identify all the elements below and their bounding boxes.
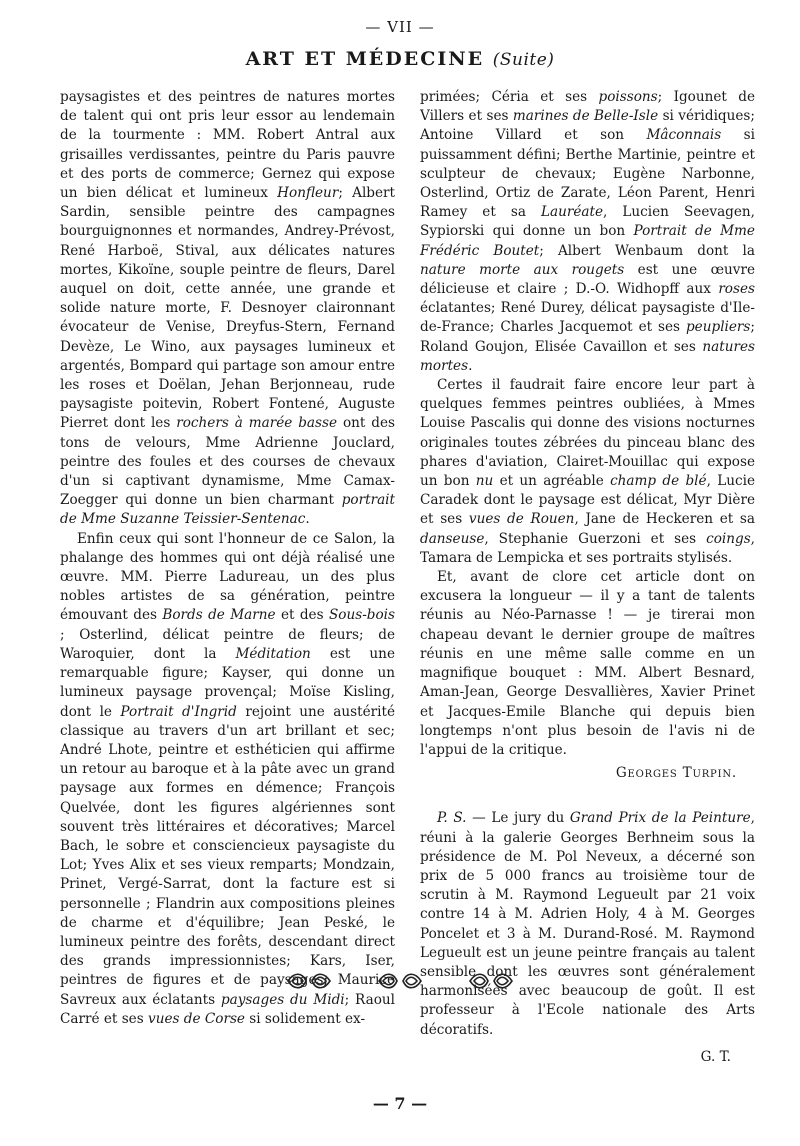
text-run: rejoint une austérité classique au travers d'un art brillant et sec; André Lhote, peintre et esthéticien qui affirme un retour au baroque et à la pâte avec un grand paysage aux formes en démence; François Quelvée, dont les figures algériennes sont souvent très littéraires et décoratives; Marcel Bach, le sobre et consciencieux paysagiste du Lot; Yves Alix et ses vieux remparts; Mondzain, Prinet, Vergé-Sarrat, dont la facture est si personnelle ; Flandrin aux compositions pleines de charme et d'équilibre; Jean Peské, le lumineux peintre des forêts, descendant direct des grands impressionnistes; Kars, Iser, peintres de figures et de paysages; Maurice Savreux aux éclatants <box>60 703 395 1008</box>
italic-text: coings <box>706 530 751 547</box>
roman-page-number: — VII — <box>365 18 435 36</box>
text-run: ; Raoul Carré et ses <box>60 991 395 1027</box>
italic-text: Portrait d'Ingrid <box>120 703 237 720</box>
italic-text: nature morte aux rougets <box>420 261 625 278</box>
italic-text: paysages du Midi <box>220 991 345 1008</box>
text-run: , Lucie Caradek dont le paysage est délicat, Myr Dière et ses <box>420 473 755 528</box>
page-number: — 7 — <box>372 1094 428 1113</box>
author-signature: Georges Turpin. <box>615 765 737 782</box>
double-leaf-ornament-icon <box>375 970 425 992</box>
italic-text: vues de Rouen <box>468 511 575 528</box>
text-run: est une œuvre délicieuse et claire ; D.-O. Widhopff aux <box>420 261 756 298</box>
text-run: , Lucien Seevagen, Sypiorski qui donne un bon <box>420 204 755 240</box>
italic-text: portrait de Mme Suzanne Teissier-Sentenac <box>60 492 395 528</box>
title-text: ART ET MÉDECINE <box>245 48 485 70</box>
italic-text: marines de Belle-Isle <box>512 108 659 125</box>
title-suffix: (Suite) <box>492 50 555 70</box>
text-run: est une remarquable figure; Kayser, qui donne un lumineux paysage provençal; Moïse Kisling, dont le <box>60 645 395 720</box>
italic-text: Grand Prix de la Peinture <box>569 810 751 827</box>
italic-text: peupliers <box>685 319 751 336</box>
paragraph <box>420 88 755 376</box>
text-run: ont des tons de velours, Mme Adrienne Jouclard, peintre des foules et des courses de chevaux d'un si captivant dynamisme, Mme Camax-Zoegger qui donne un bien charmant <box>60 415 395 509</box>
double-leaf-ornament-icon <box>284 970 334 992</box>
text-run: — Le jury du <box>466 810 570 827</box>
text-run: éclatantes; René Durey, délicat paysagiste d'Ile-de-France; Charles Jacquemot et ses <box>420 300 755 336</box>
left-column <box>60 88 395 1029</box>
italic-text: Bords de Marne <box>162 607 276 624</box>
text-run: Certes il faudrait faire encore leur part à quelques femmes peintres oubliées, à Mmes Louise Pascalis qui donne des visions nocturnes originales toutes zébrées du pinceau blanc des phares d'aviation, Clairet-Mouillac qui expose un bon <box>420 377 755 490</box>
italic-text: Lauréate <box>540 204 604 221</box>
text-run: ; Albert Wenbaum dont la <box>539 242 755 259</box>
text-run: Enfin ceux qui sont l'honneur de ce Salon, la phalange des hommes qui ont déjà réalisé une œuvre. MM. Pierre Ladureau, un des plus nobles artistes de sa génération, peintre émouvant des <box>60 530 395 624</box>
text-run: et un agréable <box>493 473 611 490</box>
text-run: , Stephanie Guerzoni et ses <box>484 530 707 547</box>
postscript <box>420 809 755 1039</box>
italic-text: poissons <box>598 89 658 105</box>
text-run: , Tamara de Lempicka et ses portraits stylisés. <box>420 530 755 566</box>
italic-text: roses <box>718 281 755 298</box>
italic-text: Portrait de Mme Frédéric Boutet <box>420 223 755 259</box>
italic-text: nu <box>475 473 494 490</box>
text-run: . <box>468 357 473 374</box>
text-run: si véridiques; Antoine Villard et son <box>420 108 755 144</box>
text-run: , réuni à la galerie Georges Berhneim sous la présidence de M. Pol Neveux, a décerné son prix de 5 000 francs au troisième tour de scrutin à M. Raymond Legueult par 21 voix contre 14 à M. Adrien Holy, 4 à M. Georges Poncelet et 3 à M. Durand-Rosé. M. Raymond Legueult est un jeune peintre français au talent sensible dont les œuvres sont généralement harmonisées avec beaucoup de goût. Il est professeur à l'Ecole nationale des Arts décoratifs. <box>420 810 755 1038</box>
italic-text: natures mortes <box>420 338 755 374</box>
text-run: ; Osterlind, délicat peintre de fleurs; de Waroquier, dont la <box>60 626 395 662</box>
right-column <box>420 88 755 1067</box>
text-run: Et, avant de clore cet article dont on excusera la longueur — il y a tant de talents réunis au Néo-Parnasse ! — je tirerai mon chapeau devant le dernier groupe de maîtres réunis en une même salle comme en un magnifique bouquet : MM. Albert Besnard, Aman-Jean, George Desvallières, Xavier Prinet et Jacques-Emile Blanche qui depuis bien longtemps n'ont plus besoin de l'avis ni de l'appui de la critique. <box>420 569 755 758</box>
text-run: ; Roland Goujon, Elisée Cavaillon et ses <box>420 319 755 355</box>
double-leaf-ornament-icon <box>466 970 516 992</box>
paragraph <box>60 88 395 530</box>
text-run: et des <box>275 607 329 624</box>
paragraph <box>60 530 395 1029</box>
italic-text: Honfleur <box>277 185 339 202</box>
italic-text: Mâconnais <box>646 127 722 144</box>
text-run: si solidement ex- <box>244 1010 366 1027</box>
ornament-row <box>0 970 800 992</box>
text-run: . <box>305 511 310 528</box>
text-run: paysagistes et des peintres de natures mortes de talent qui ont pris leur essor au lendemain de la tourmente : MM. Robert Antral aux grisailles verdissantes, peintre du Paris pauvre et des ports de commerce; Gernez qui expose un bien délicat et lumineux <box>60 89 395 202</box>
text-run: primées; Céria et ses <box>420 89 599 105</box>
italic-text: vues de Corse <box>148 1010 245 1027</box>
paragraph <box>420 568 755 760</box>
italic-text: danseuse <box>420 530 485 547</box>
text-run: si puissamment défini; Berthe Martinie, peintre et sculpteur de chevaux; Eugène Narbonne, Osterlind, Ortiz de Zarate, Léon Parent, Henri Ramey et sa <box>420 127 755 221</box>
italic-text: champ de blé <box>610 473 707 490</box>
text-run: ; Albert Sardin, sensible peintre des campagnes bourguignonnes et normandes, Andrey-Prévost, René Harboë, Stival, aux délicates natures mortes, Kikoïne, souple peintre de fleurs, Darel auquel on doit, cette année, une grande et solide nature morte, F. Desnoyer claironnant évocateur de Venise, Dreyfus-Stern, Fernand Devèze, Le Wino, aux paysages lumineux et argentés, Bompard qui partage son amour entre les roses et Doëlan, Jehan Berjonneau, rude paysagiste poitevin, Robert Fontené, Auguste Pierret dont les <box>60 185 395 432</box>
italic-text: Méditation <box>235 645 311 662</box>
article-title <box>0 48 800 70</box>
italic-text: rochers à marée basse <box>176 415 338 432</box>
italic-text: P. S. <box>437 810 467 827</box>
italic-text: Sous-bois <box>328 607 395 624</box>
text-run: ; Igounet de Villers et ses <box>420 89 755 125</box>
paragraph <box>420 376 755 568</box>
text-run: , Jane de Heckeren et sa <box>574 511 755 528</box>
postscript-signature: G. T. <box>700 1048 731 1065</box>
